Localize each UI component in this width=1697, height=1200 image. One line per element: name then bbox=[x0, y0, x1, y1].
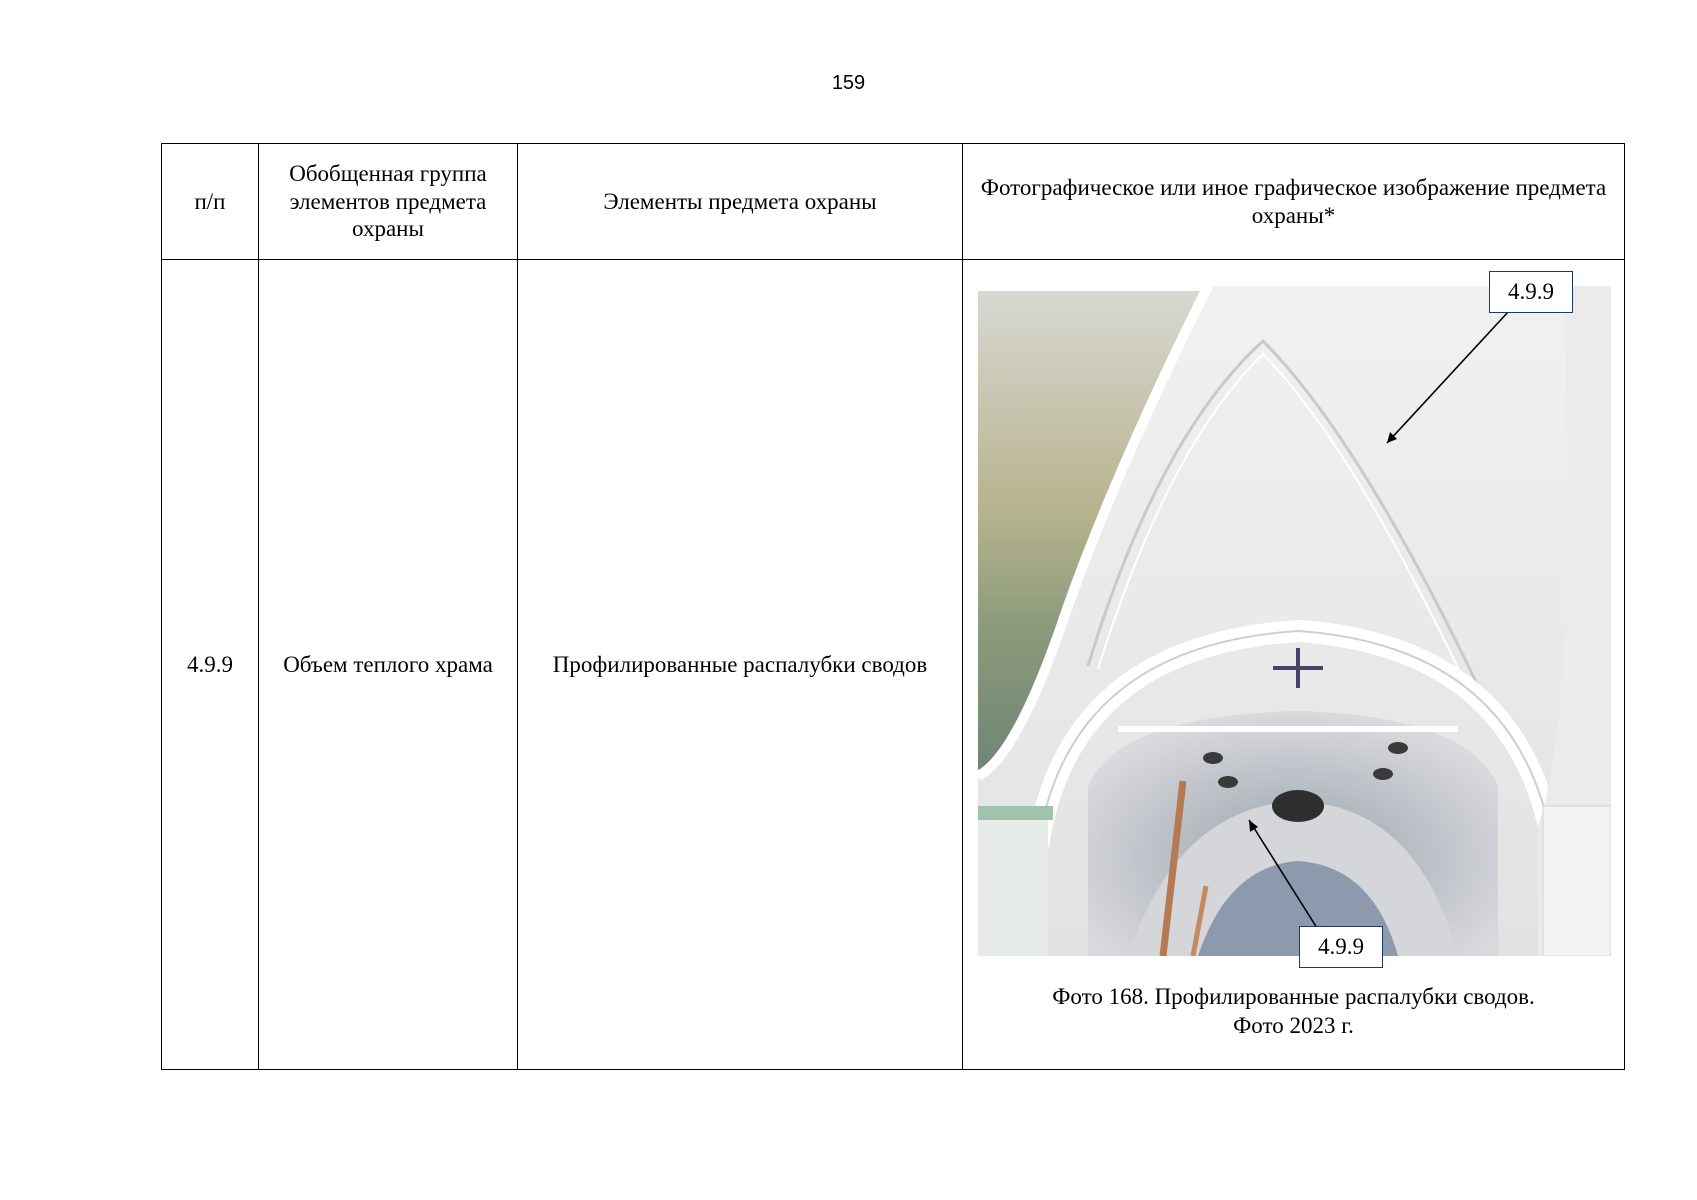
header-image: Фотографическое или иное графическое изображение предмета охраны* bbox=[963, 144, 1625, 260]
protection-table bbox=[161, 143, 1625, 1070]
header-elements: Элементы предмета охраны bbox=[518, 144, 963, 260]
header-group: Обобщенная группа элементов предмета охраны bbox=[259, 144, 518, 260]
row-num: 4.9.9 bbox=[162, 260, 259, 1070]
row-group: Объем теплого храма bbox=[259, 260, 518, 1070]
page-number: 159 bbox=[831, 72, 866, 94]
callout-label-top: 4.9.9 bbox=[1489, 271, 1573, 313]
vault-photo-image bbox=[978, 286, 1611, 956]
header-num: п/п bbox=[162, 144, 259, 260]
table-header-row bbox=[162, 144, 1625, 260]
vault-photo bbox=[978, 279, 1611, 959]
callout-label-bottom: 4.9.9 bbox=[1299, 926, 1383, 968]
caption-line-2: Фото 2023 г. bbox=[1233, 1013, 1354, 1038]
row-photo-cell bbox=[963, 260, 1625, 1070]
row-elements: Профилированные распалубки сводов bbox=[518, 260, 963, 1070]
table-row bbox=[162, 260, 1625, 1070]
caption-line-1: Фото 168. Профилированные распалубки сводов. bbox=[1052, 984, 1535, 1009]
photo-caption bbox=[963, 982, 1624, 1040]
